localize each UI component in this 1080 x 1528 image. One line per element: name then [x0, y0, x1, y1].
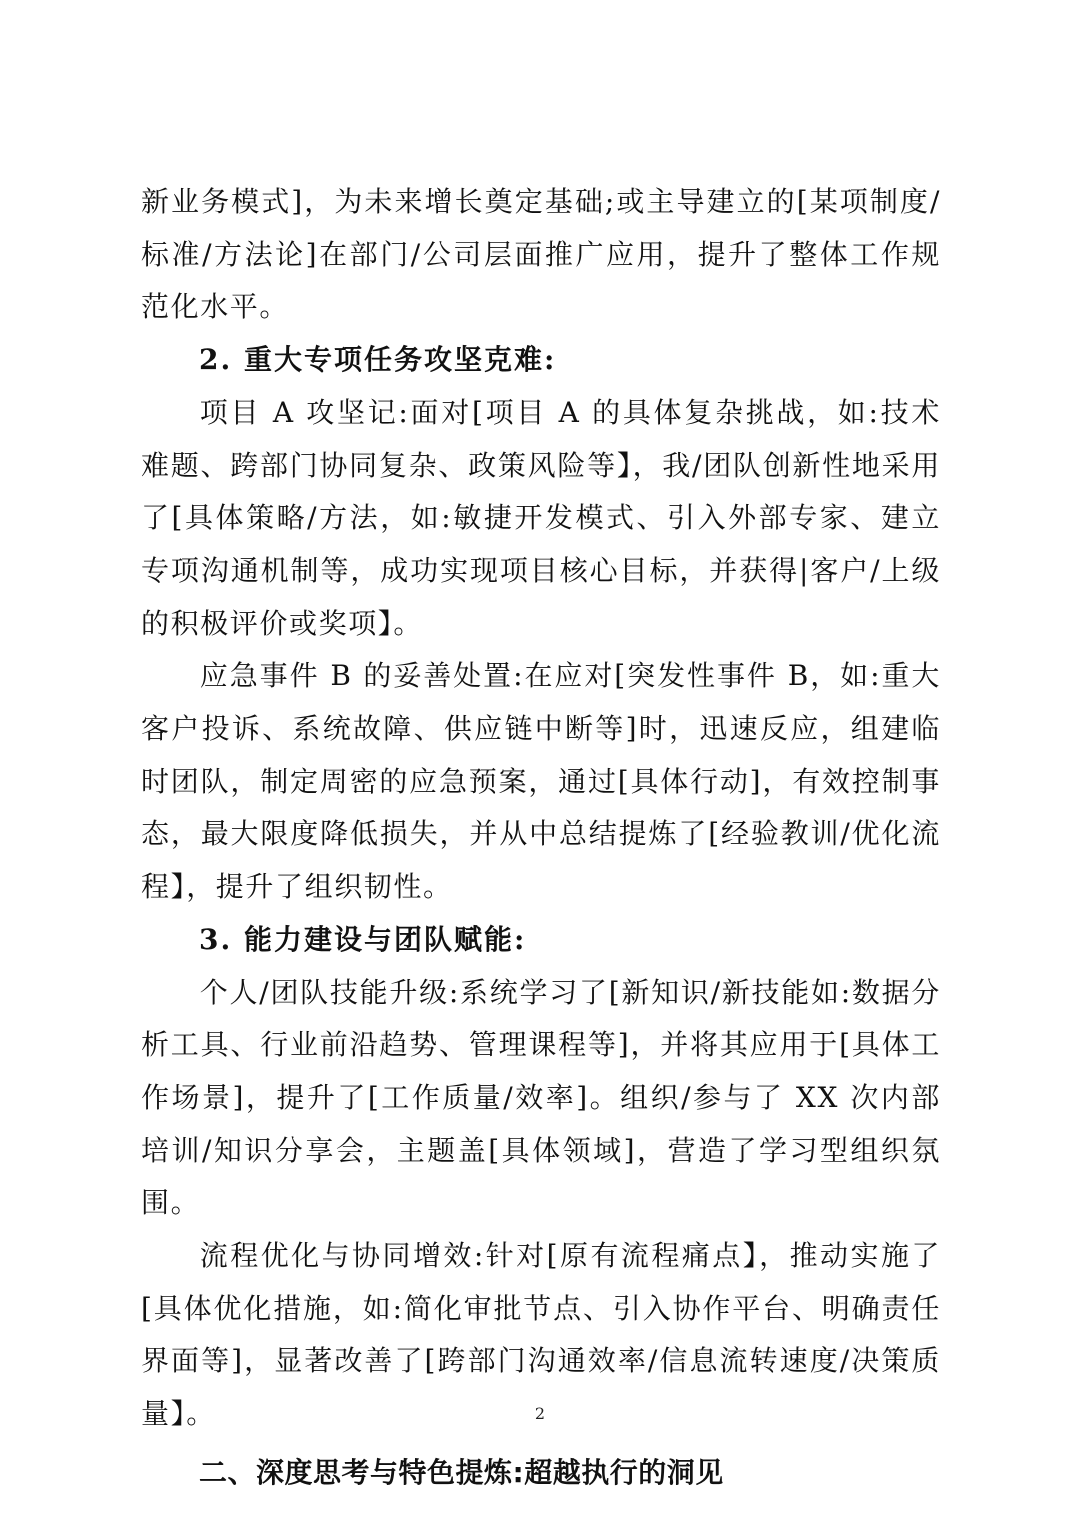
paragraph-process-optimization: 流程优化与协同增效:针对[原有流程痛点】，推动实施了[具体优化措施，如:简化审批节点、引入协作平台、明确责任界面等]，显著改善了[跨部门沟通效率/信息流转速度/决策质量】。 — [141, 1239, 941, 1431]
document-body — [141, 176, 941, 1500]
paragraph-continuation: 新业务模式]，为未来增长奠定基础;或主导建立的[某项制度/标准/方法论]在部门/公司层面推广应用，提升了整体工作规范化水平。 — [141, 185, 941, 324]
section-heading-deep-thinking: 二、深度思考与特色提炼:超越执行的洞见 — [199, 1455, 724, 1489]
paragraph-project-a: 项目 A 攻坚记:面对[项目 A 的具体复杂挑战，如:技术难题、跨部门协同复杂、政策风险等】，我/团队创新性地采用了[具体策略/方法，如:敏捷开发模式、引入外部专家、建立专项沟通机制等，成功实现项目核心目标，并获得|客户/上级的积极评价或奖项】。 — [141, 395, 941, 640]
subheading-capability-building: 3. 能力建设与团队赋能: — [199, 922, 527, 956]
subheading-major-tasks: 2. 重大专项任务攻坚克难: — [199, 343, 557, 377]
page-number: 2 — [534, 1404, 546, 1423]
paragraph-skill-upgrade: 个人/团队技能升级:系统学习了[新知识/新技能如:数据分析工具、行业前沿趋势、管理课程等]，并将其应用于[具体工作场景]，提升了[工作质量/效率]。组织/参与了 XX 次内部培训/知识分享会，主题盖[具体领域]，营造了学习型组织氛围。 — [141, 975, 941, 1220]
paragraph-emergency-b: 应急事件 B 的妥善处置:在应对[突发性事件 B，如:重大客户投诉、系统故障、供应链中断等]时，迅速反应，组建临时团队，制定周密的应急预案，通过[具体行动]，有效控制事态，最大限度降低损失，并从中总结提炼了[经验教训/优化流程】，提升了组织韧性。 — [141, 659, 941, 904]
